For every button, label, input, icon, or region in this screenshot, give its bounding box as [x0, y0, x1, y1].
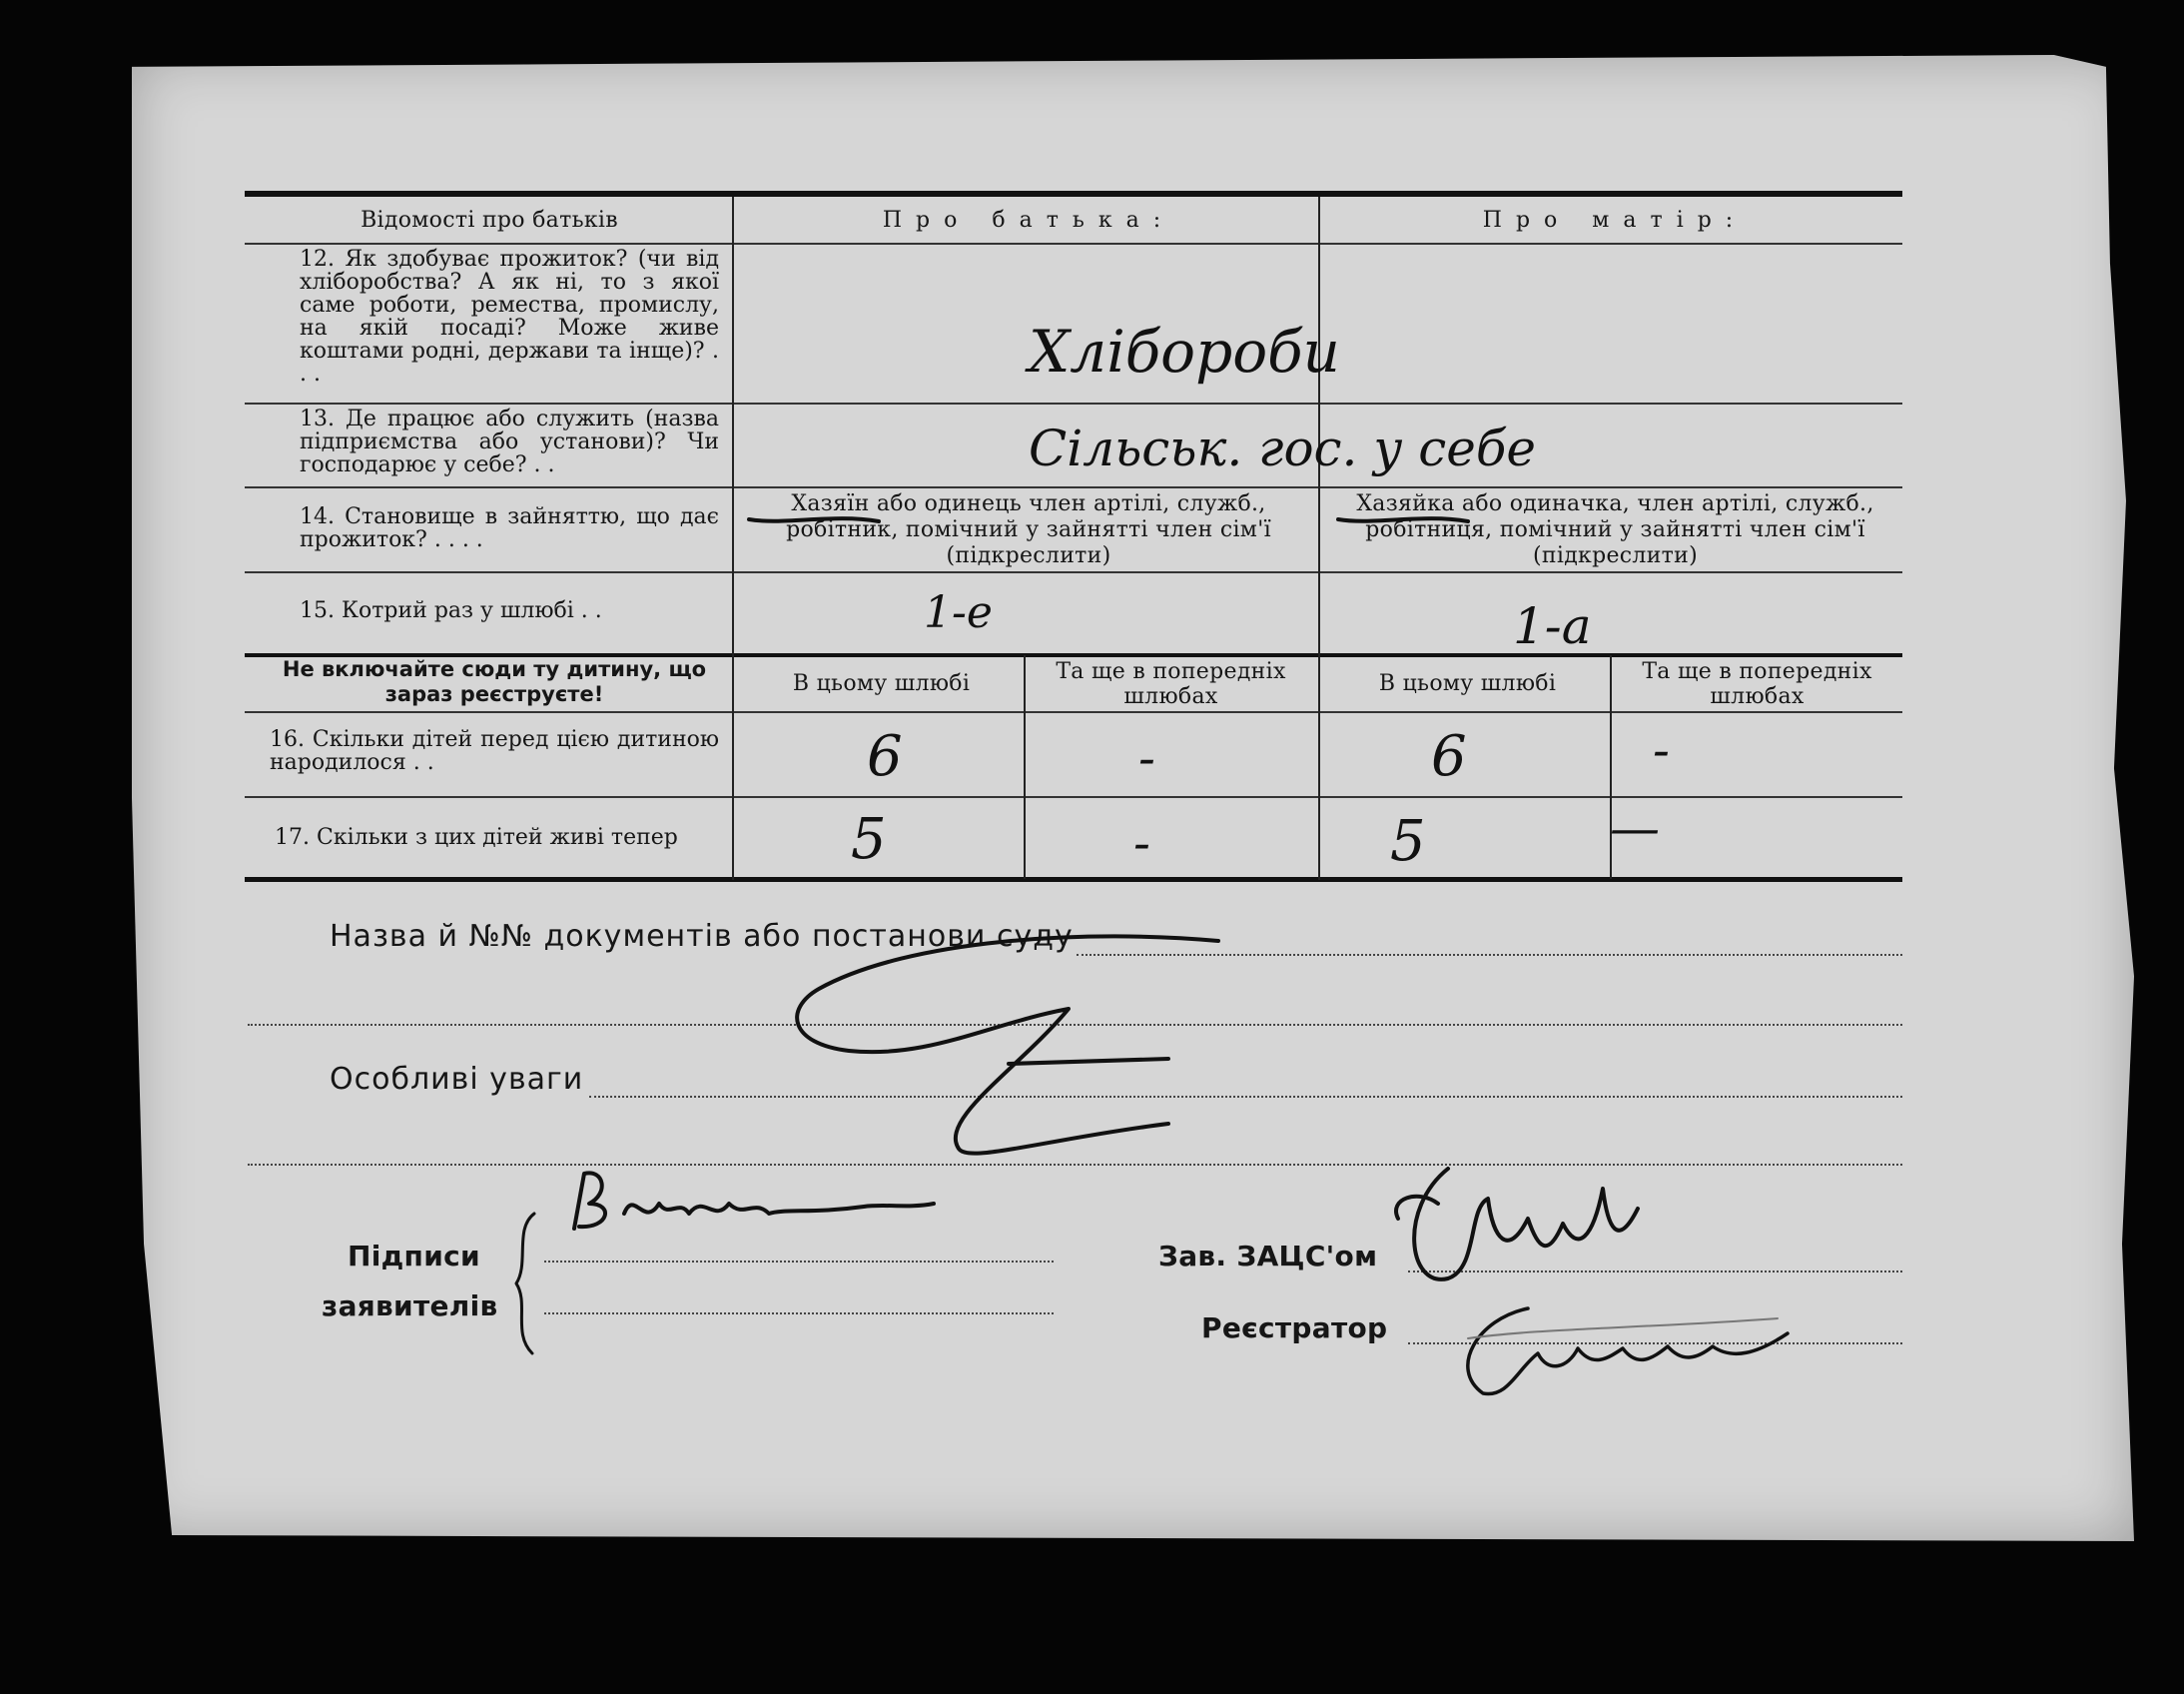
handwritten-q17-father-prev: - [1133, 814, 1150, 872]
father-prev-marriages-header: Та ще в попередніх шлюбах [1056, 659, 1286, 709]
head-signature [1378, 1149, 1678, 1308]
row16-divider [245, 796, 1902, 798]
father-header: Про батька: [882, 208, 1175, 233]
mother-status-options: Хазяйка або одиначка, член артілі, служб., робітниця, помічний у зайнятті член сім'ї (підкреслити) [1356, 491, 1874, 568]
handwritten-q16-father-this: 6 [867, 724, 903, 789]
question-16: 16. Скільки дітей перед цією дитиною народилося . . [270, 727, 719, 775]
applicant-signature [564, 1159, 944, 1249]
applicant-signature-line-1 [544, 1259, 1054, 1263]
father-status-options: Хазяїн або одинець член артілі, служб., робітник, помічний у зайнятті член сім'ї (підкреслити) [786, 491, 1271, 568]
row14-divider [245, 571, 1902, 573]
children-note: Не включайте сюди ту дитину, що зараз реєструєте! [282, 657, 707, 706]
handwritten-q16-father-prev: - [1138, 729, 1155, 787]
cancel-flourish-mark [789, 929, 1228, 1179]
head-label: Зав. ЗАЦС'ом [1158, 1240, 1378, 1272]
col-divider-2 [1318, 197, 1320, 880]
handwritten-q16-mother-this: 6 [1431, 724, 1467, 789]
mother-this-marriage-header: В цьому шлюбі [1378, 671, 1557, 696]
father-this-marriage-header: В цьому шлюбі [792, 671, 971, 696]
registrar-label: Реєстратор [1201, 1311, 1388, 1344]
handwritten-q17-mother-prev: — [1610, 799, 1660, 857]
handwritten-q17-father-this: 5 [851, 807, 887, 872]
signatures-brace [504, 1209, 544, 1358]
mother-prev-marriages-header: Та ще в попередніх шлюбах [1642, 659, 1872, 709]
question-17: 17. Скільки з цих дітей живі тепер [275, 825, 678, 850]
table-bottom-rule [245, 877, 1902, 882]
row13-divider [245, 486, 1902, 488]
col-divider-3 [1024, 655, 1026, 879]
note-divider [245, 711, 1902, 713]
documents-label: Назва й №№ документів або постанови суду [330, 919, 1074, 954]
mother-header: Про матір: [1482, 208, 1748, 233]
question-12: 12. Як здобуває прожиток? (чи від хліборобства? А як ні, то з якої саме роботи, ремества, промислу, на якій посаді? Може живе коштами родні, держави та інще)? . . . [300, 247, 719, 387]
signatures-label-2: заявителів [322, 1289, 498, 1322]
father-status-underline [744, 509, 884, 529]
signatures-label-1: Підписи [348, 1240, 480, 1272]
question-15: 15. Котрий раз у шлюбі . . [300, 598, 602, 623]
notes-line-1 [589, 1094, 1902, 1098]
applicant-signature-line-2 [544, 1310, 1054, 1314]
row12-divider [245, 403, 1902, 405]
handwritten-q16-mother-prev: - [1653, 721, 1670, 779]
question-13: 13. Де працює або служить (назва підприємства або установи)? Чи господарює у себе? . . [300, 407, 719, 477]
header-label: Відомості про батьків [361, 208, 618, 233]
handwritten-q17-mother-this: 5 [1390, 809, 1426, 874]
col-divider-1 [732, 197, 734, 880]
table-top-rule [245, 191, 1902, 197]
handwritten-q13: Сільськ. гос. у себе [1029, 420, 1536, 477]
question-14: 14. Становище в зайняттю, що дає прожиток? . . . . [300, 504, 719, 552]
registrar-signature [1438, 1298, 1808, 1408]
handwritten-q15-mother: 1-а [1513, 597, 1592, 655]
handwritten-q12: Хлібороби [1029, 318, 1340, 386]
mother-status-underline [1333, 509, 1473, 529]
table-header-divider [245, 243, 1902, 245]
handwritten-q15-father: 1-е [924, 587, 993, 638]
notes-label: Особливі уваги [330, 1062, 584, 1097]
